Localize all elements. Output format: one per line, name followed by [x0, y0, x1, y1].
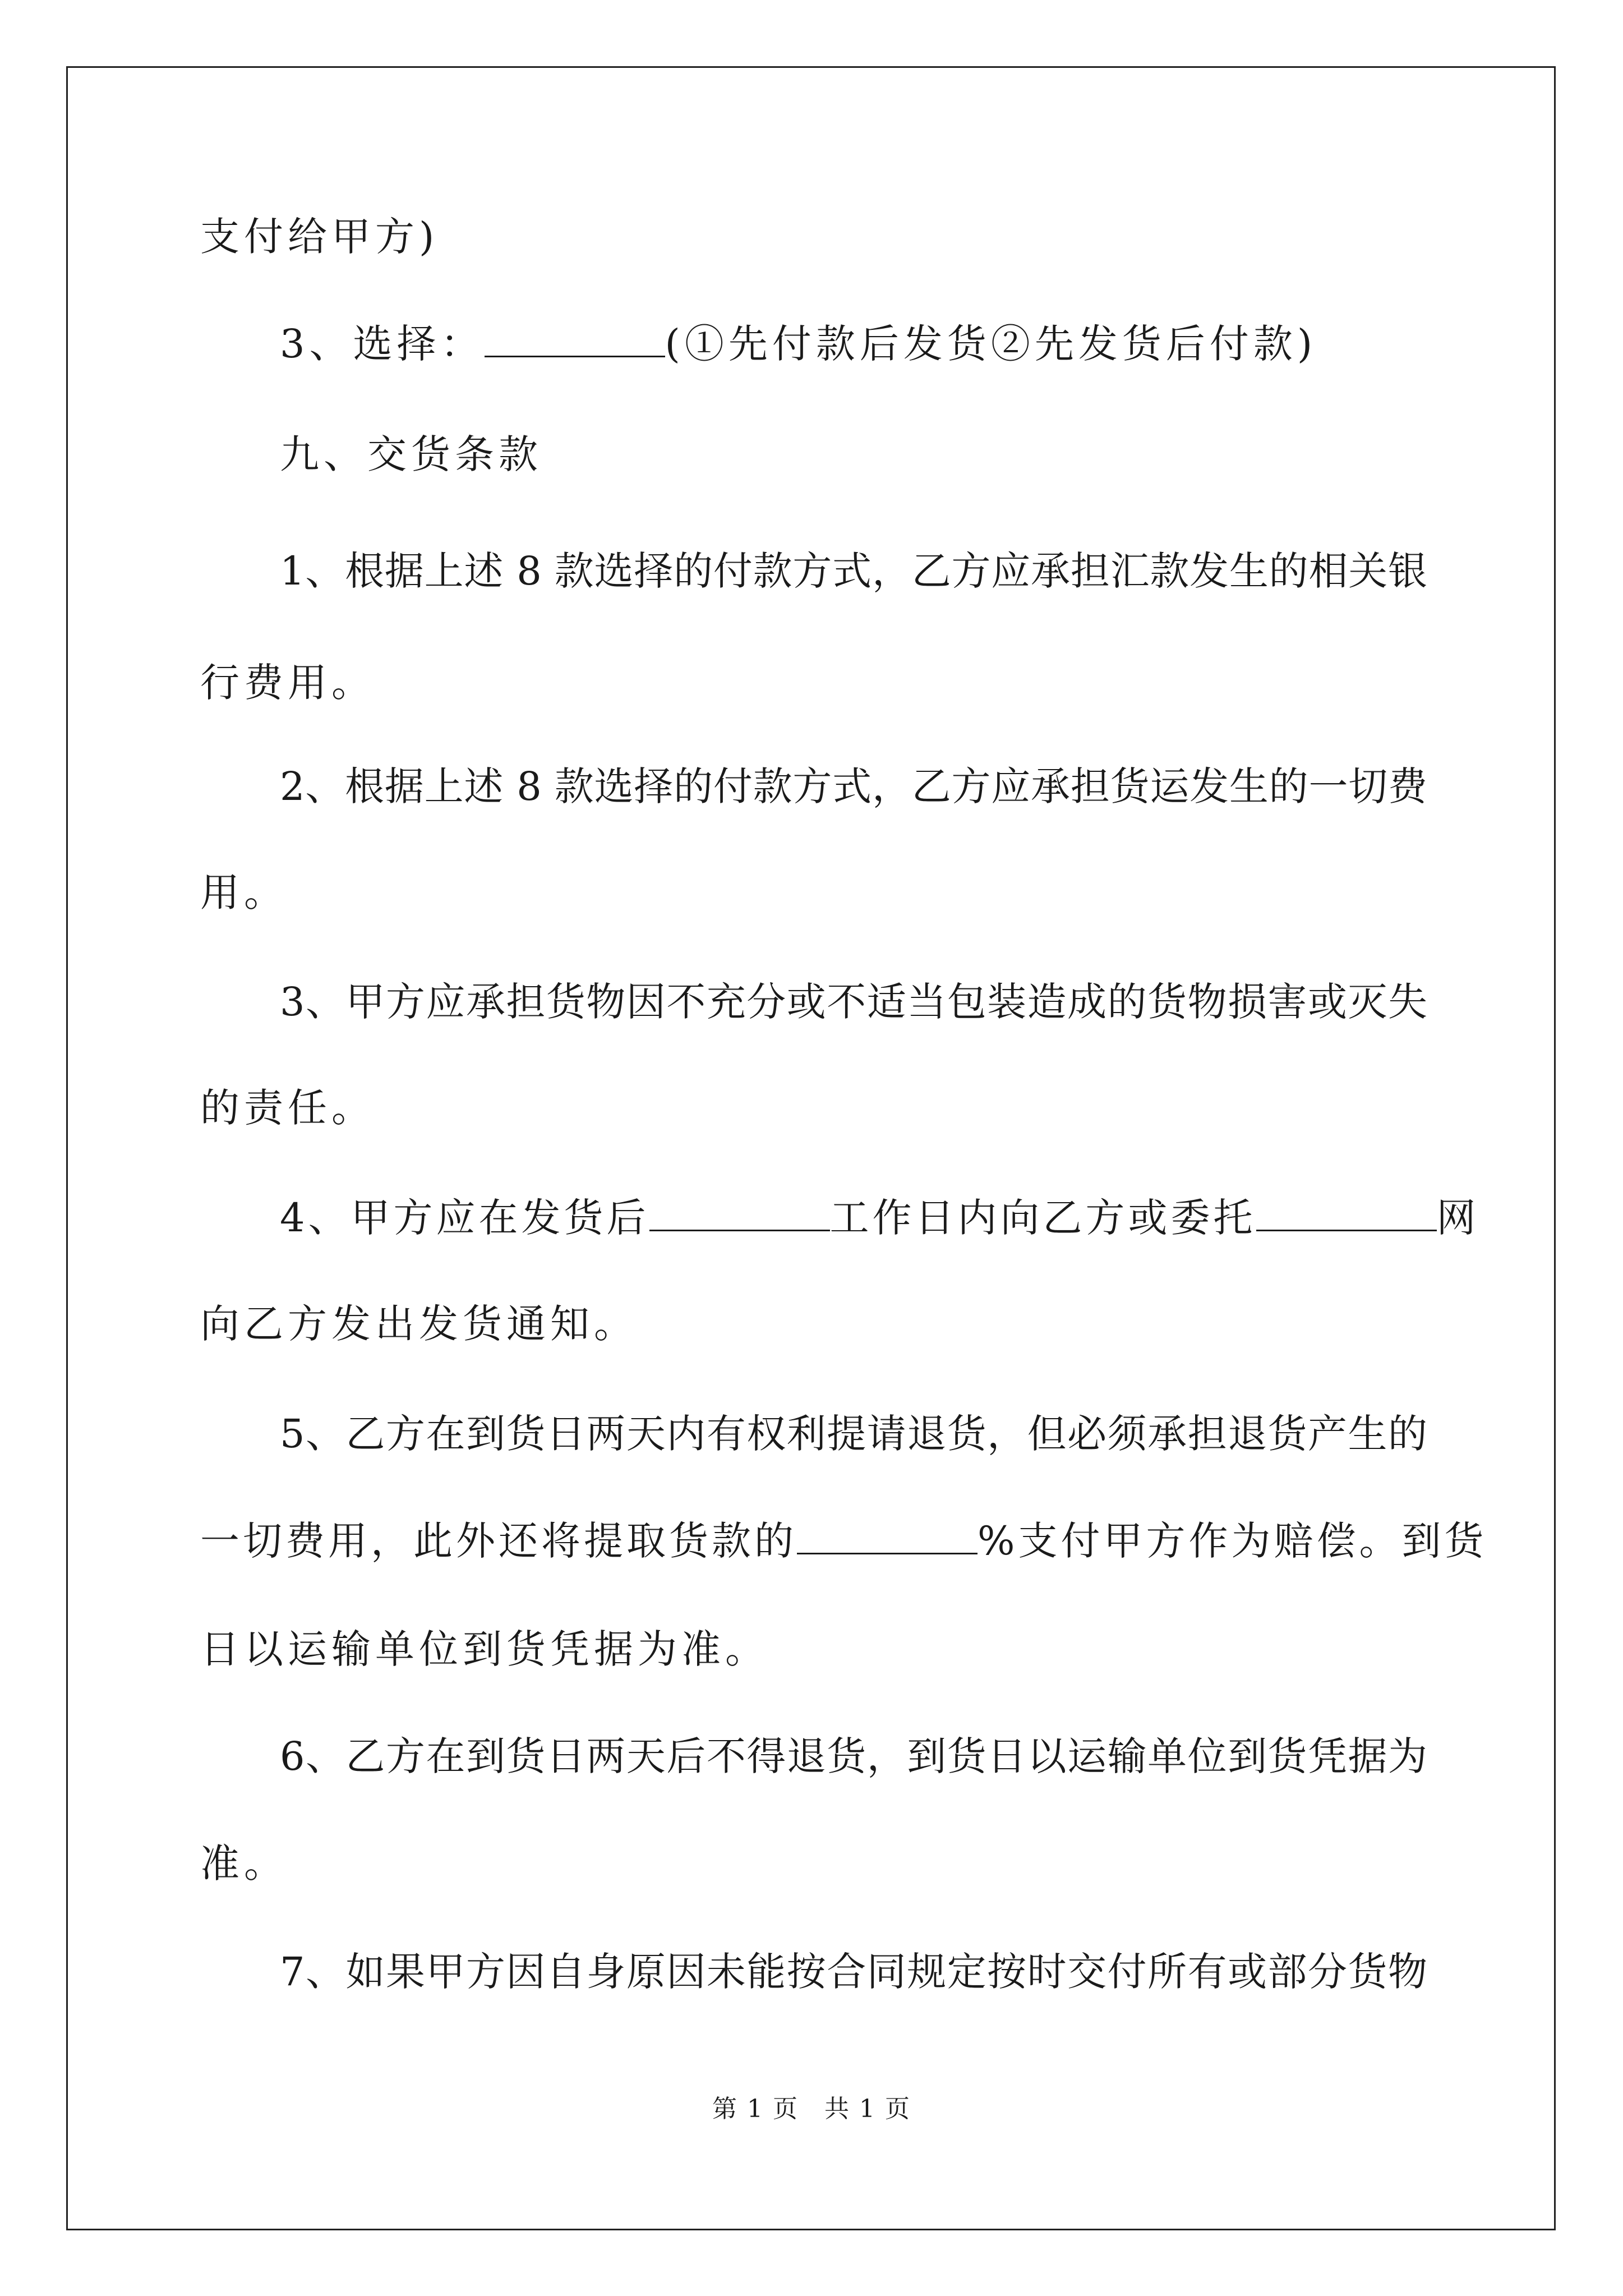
clause-text: 一切费用，此外还将提取货款的 — [200, 1518, 797, 1564]
clause-text: 工作日内向乙方或委托 — [829, 1195, 1256, 1241]
text-line: 7、如果甲方因自身原因未能按合同规定按时交付所有或部分货物 — [280, 1949, 1427, 1995]
text-line: 2、根据上述 8 款选择的付款方式，乙方应承担货运发生的一切费 — [280, 763, 1427, 809]
clause-text: 网 — [1436, 1195, 1479, 1241]
fill-in-blank — [1256, 1195, 1437, 1231]
page-number: 第 1 页 共 1 页 — [712, 2095, 911, 2123]
text-line: 3、甲方应承担货物因不充分或不适当包装造成的货物损害或灭失 — [280, 979, 1427, 1025]
clause-options: (①先付款后发货②先发货后付款) — [665, 321, 1317, 367]
clause-text: 4、甲方应在发货后 — [280, 1195, 649, 1241]
fill-in-blank — [649, 1195, 830, 1231]
text-line: 1、根据上述 8 款选择的付款方式，乙方应承担汇款发生的相关银 — [280, 548, 1427, 594]
section-heading: 九、交货条款 — [280, 431, 542, 477]
text-line: 的责任。 — [200, 1085, 375, 1131]
text-line — [200, 1193, 1479, 1243]
fill-in-blank — [485, 321, 665, 357]
clause-label: 3、选择： — [280, 321, 485, 367]
text-line: 向乙方发出发货通知。 — [200, 1301, 638, 1347]
text-line: 用。 — [200, 869, 288, 915]
text-line: 日以运输单位到货凭据为准。 — [200, 1626, 769, 1672]
clause-text: %支付甲方作为赔偿。到货 — [978, 1518, 1487, 1564]
text-line: 5、乙方在到货日两天内有权利提请退货，但必须承担退货产生的 — [280, 1411, 1427, 1457]
text-line: 行费用。 — [200, 660, 375, 706]
page-border — [66, 66, 1556, 2230]
text-line: 准。 — [200, 1841, 288, 1887]
text-line: 支付给甲方) — [200, 214, 439, 260]
text-line — [200, 1516, 1487, 1566]
text-line: 6、乙方在到货日两天后不得退货，到货日以运输单位到货凭据为 — [280, 1733, 1427, 1779]
text-line — [200, 319, 1427, 369]
fill-in-blank — [797, 1518, 978, 1554]
